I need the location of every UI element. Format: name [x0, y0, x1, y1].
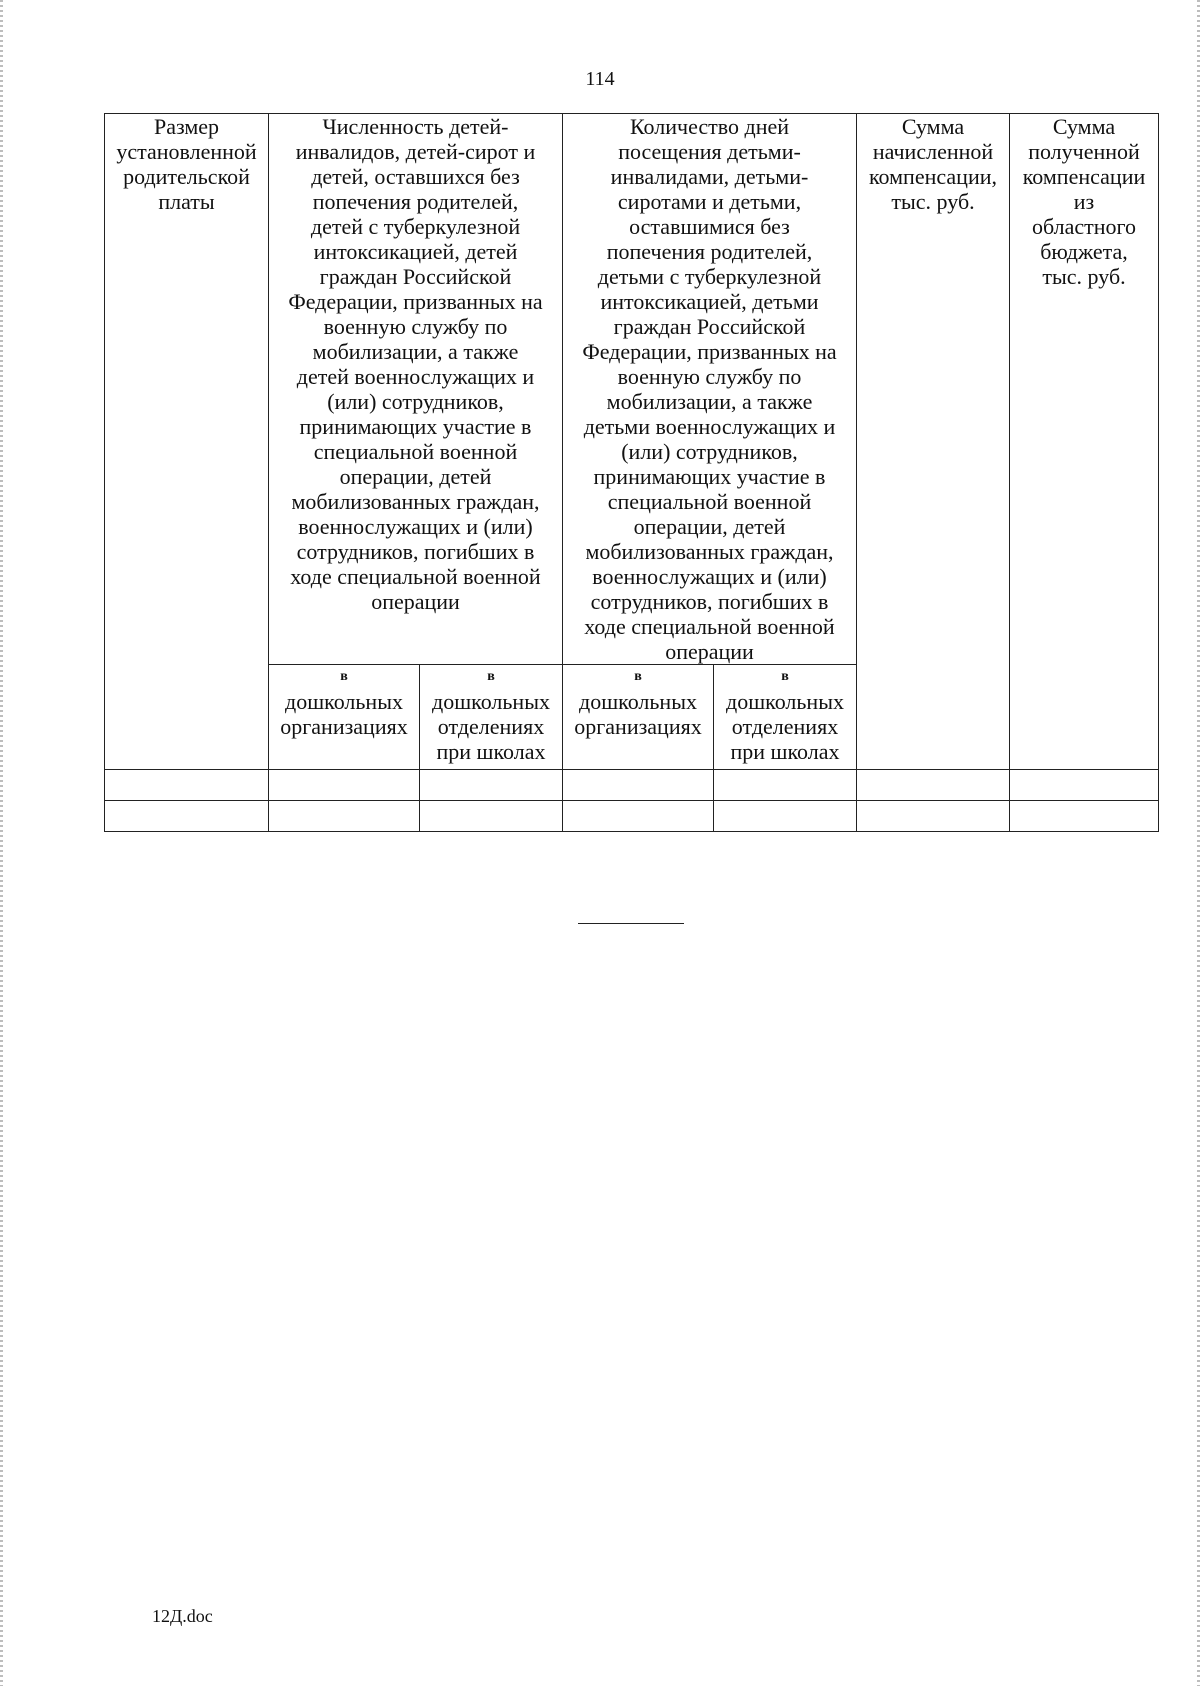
header-children-count: Численность детей- инвалидов, детей-сирот и детей, оставшихся без попечения родителей, детей с туберкулезной интоксикацией, детей граждан Российской Федерации, призванных на военную службу по мобилизации, а также детей военнослужащих и (или) сотрудников, принимающих участие в специальной военной операции, детей мобилизованных граждан, военнослужащих и (или) сотрудников, погибших в ходе специальной военной операции [269, 114, 563, 665]
table-cell [1010, 770, 1159, 801]
table-cell [563, 770, 714, 801]
table-cell [563, 801, 714, 832]
subheader-prefix: в [781, 669, 789, 684]
table-cell [420, 770, 563, 801]
subheader-days-preschool-orgs [563, 665, 714, 770]
footer-filename: 12Д.doc [152, 1606, 213, 1626]
table-cell [714, 801, 857, 832]
subheader-label: дошкольных отделениях при школах [726, 689, 844, 764]
table-cell [1010, 801, 1159, 832]
end-of-document-rule [578, 923, 684, 924]
table-cell [105, 801, 269, 832]
table-cell [857, 801, 1010, 832]
table-row [105, 801, 1159, 832]
subheader-label: дошкольных организациях [574, 689, 702, 739]
table-cell [420, 801, 563, 832]
scan-left-edge [0, 0, 3, 1686]
header-received-compensation: Сумма полученной компенсации из областного бюджета, тыс. руб. [1010, 114, 1159, 770]
subheader-prefix: в [487, 669, 495, 684]
header-days-count: Количество дней посещения детьми- инвалидами, детьми- сиротами и детьми, оставшимися без попечения родителей, детьми с туберкулезной интоксикацией, детьми граждан Российской Федерации, призванных на военную службу по мобилизации, а также детьми военнослужащих и (или) сотрудников, принимающих участие в специальной военной операции, детей мобилизованных граждан, военнослужащих и (или) сотрудников, погибших в ходе специальной военной операции [563, 114, 857, 665]
header-accrued-compensation: Сумма начисленной компенсации, тыс. руб. [857, 114, 1010, 770]
subheader-children-preschool-units [420, 665, 563, 770]
subheader-label: дошкольных отделениях при школах [432, 689, 550, 764]
table-cell [714, 770, 857, 801]
header-row [105, 114, 1159, 665]
table-cell [269, 801, 420, 832]
subheader-prefix: в [340, 669, 348, 684]
page-number: 114 [585, 68, 615, 90]
table-cell [105, 770, 269, 801]
subheader-prefix: в [634, 669, 642, 684]
subheader-children-preschool-orgs [269, 665, 420, 770]
subheader-days-preschool-units [714, 665, 857, 770]
compensation-table [104, 113, 1159, 832]
table-cell [857, 770, 1010, 801]
table-cell [269, 770, 420, 801]
header-fee: Размер установленной родительской платы [105, 114, 269, 770]
table-row [105, 770, 1159, 801]
subheader-label: дошкольных организациях [280, 689, 408, 739]
